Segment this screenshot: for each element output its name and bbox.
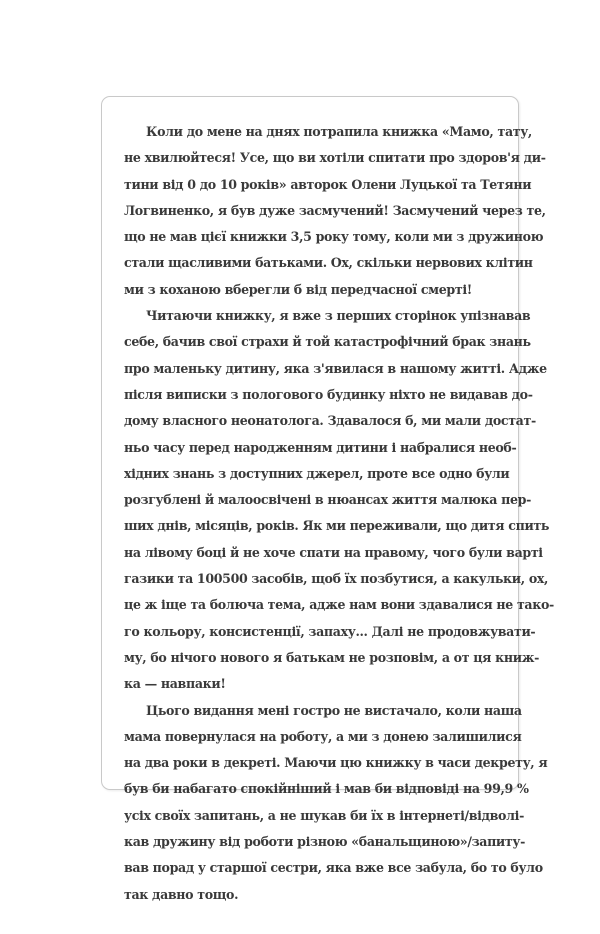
text-line: го кольору, консистенції, запаху... Далі не продовжувати- — [124, 623, 536, 639]
text-line: після виписки з пологового будинку ніхто не видавав до- — [124, 386, 533, 402]
text-line: Читаючи книжку, я вже з перших сторінок упізнавав — [146, 308, 531, 324]
paragraph-3 — [124, 698, 548, 908]
text-line: ка — навпаки! — [124, 676, 226, 692]
text-line: не хвилюйтеся! Усе, що ви хотіли спитати про здоров'я ди- — [124, 150, 546, 166]
text-line: ми з коханою вберегли б від передчасної смерті! — [124, 281, 472, 297]
text-line: усіх своїх запитань, а не шукав би їх в інтернеті/відволі- — [124, 807, 524, 823]
text-line: Коли до мене на днях потрапила книжка «Мамо, тату, — [146, 124, 532, 139]
text-line: ньо часу перед народженням дитини і набралися необ- — [124, 439, 517, 455]
text-line: стали щасливими батьками. Ох, скільки нервових клітин — [124, 255, 533, 271]
paragraph-2 — [124, 303, 554, 697]
text-line: тини від 0 до 10 років» авторок Олени Луцької та Тетяни — [124, 176, 532, 192]
paragraph-1 — [124, 119, 546, 303]
text-line: кав дружину від роботи різною «банальщиною»/запиту- — [124, 834, 525, 850]
text-line: вав порад у старшої сестри, яка вже все забула, бо то було — [124, 860, 543, 876]
text-line: дому власного неонатолога. Здавалося б, ми мали достат- — [124, 413, 536, 429]
text-line: що не мав цієї книжки 3,5 року тому, коли ми з дружиною — [124, 229, 544, 245]
text-line: був би набагато спокійніший і мав би відповіді на 99,9 % — [124, 781, 529, 797]
text-line: себе, бачив свої страхи й той катастрофічний брак знань — [124, 334, 531, 350]
text-line: му, бо нічого нового я батькам не розповім, а от ця книж- — [124, 649, 540, 665]
text-line: мама повернулася на роботу, а ми з донею залишилися — [124, 728, 522, 744]
text-line: Логвиненко, я був дуже засмучений! Засмучений через те, — [124, 202, 546, 218]
text-line: газики та 100500 засобів, щоб їх позбутися, а какульки, ох, — [124, 571, 549, 587]
text-line: хідних знань з доступних джерел, проте все одно були — [124, 465, 510, 481]
text-line: це ж іще та болюча тема, адже нам вони здавалися не тако- — [124, 597, 554, 613]
text-line: на два роки в декреті. Маючи цю книжку в часи декрету, я — [124, 755, 548, 771]
text-line: розгублені й малоосвічені в нюансах життя малюка пер- — [124, 492, 531, 508]
text-line: Цього видання мені гостро не вистачало, коли наша — [146, 702, 522, 718]
text-line: про маленьку дитину, яка з'явилася в нашому житті. Адже — [124, 360, 547, 376]
text-line: так давно тощо. — [124, 886, 239, 902]
text-line: на лівому боці й не хоче спати на правому, чого були варті — [124, 544, 543, 560]
text-line: ших днів, місяців, років. Як ми переживали, що дитя спить — [124, 518, 550, 534]
document-body — [124, 119, 554, 908]
